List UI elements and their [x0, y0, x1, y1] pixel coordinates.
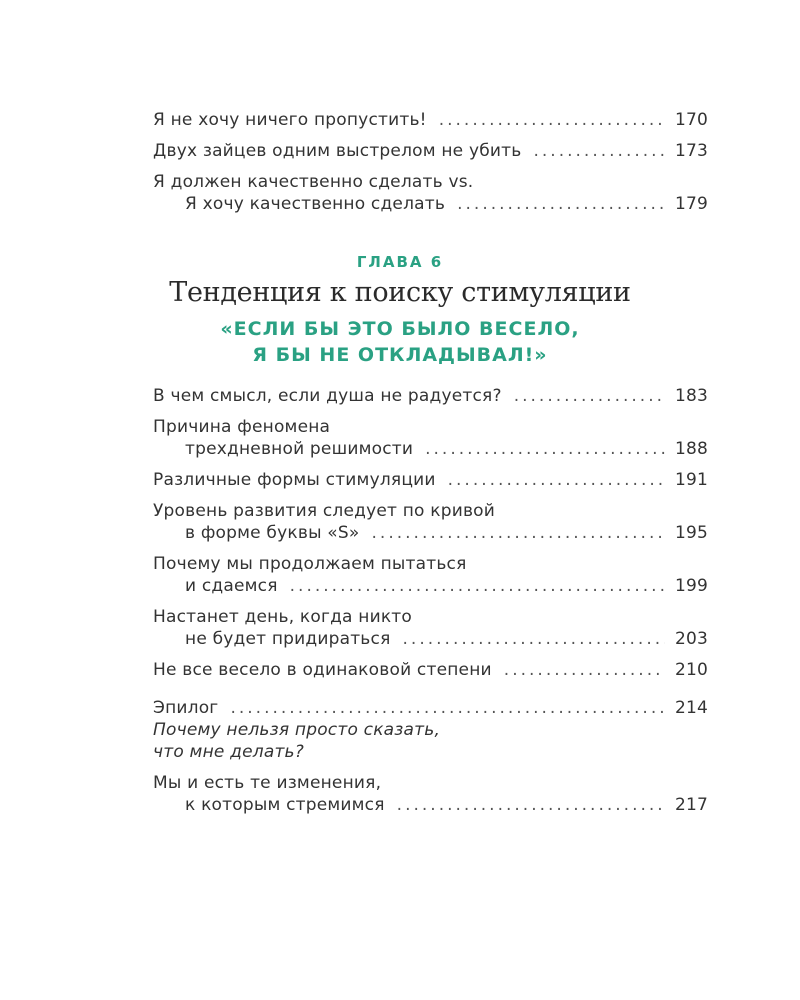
entry-title-line1: Причина феномена — [153, 417, 331, 437]
page-number: 179 — [674, 194, 708, 214]
chapter-heading — [0, 253, 800, 368]
page-number: 170 — [674, 110, 708, 130]
entry-title-line2: в форме буквы «S» — [185, 523, 360, 543]
page-number: 217 — [674, 795, 708, 815]
toc-entry — [153, 416, 708, 460]
page-number: 195 — [674, 523, 708, 543]
toc-epilogue-section — [153, 697, 708, 825]
entry-title-line1: Почему мы продолжаем пытаться — [153, 554, 467, 574]
page-number: 188 — [674, 439, 708, 459]
leader-dots — [290, 575, 665, 597]
entry-title: Двух зайцев одним выстрелом не убить — [153, 141, 522, 161]
entry-title-line1: Я должен качественно сделать vs. — [153, 172, 474, 192]
toc-entry — [153, 171, 708, 215]
entry-title: В чем смысл, если душа не радуется? — [153, 386, 502, 406]
entry-title: Не все весело в одинаковой степени — [153, 660, 492, 680]
toc-entry — [153, 469, 708, 491]
leader-dots — [448, 469, 665, 491]
chapter-label: ГЛАВА 6 — [356, 253, 444, 271]
toc-entry — [153, 385, 708, 407]
entry-title-line2: и сдаемся — [185, 576, 278, 596]
epilogue-subtitle-line1: Почему нельзя просто сказать, — [153, 720, 441, 740]
toc-entry — [153, 500, 708, 544]
page-number: 203 — [674, 629, 708, 649]
chapter-subtitle-line1: «ЕСЛИ БЫ ЭТО БЫЛО ВЕСЕЛО, — [220, 318, 580, 340]
leader-dots — [230, 697, 665, 719]
leader-dots — [504, 659, 665, 681]
toc-entry-epilogue — [153, 697, 708, 763]
leader-dots — [425, 438, 665, 460]
toc-entry — [153, 140, 708, 162]
page-number: 214 — [674, 698, 708, 718]
entry-title-line1: Уровень развития следует по кривой — [153, 501, 496, 521]
entry-title-line1: Мы и есть те изменения, — [153, 773, 382, 793]
toc-entry — [153, 772, 708, 816]
leader-dots — [372, 522, 665, 544]
entry-title-line2: Я хочу качественно сделать — [185, 194, 446, 214]
toc-entry — [153, 553, 708, 597]
page-number: 191 — [674, 470, 708, 490]
page-number: 173 — [674, 141, 708, 161]
leader-dots — [439, 109, 665, 131]
entry-title: Различные формы стимуляции — [153, 470, 436, 490]
chapter-subtitle-line2: Я БЫ НЕ ОТКЛАДЫВАЛ!» — [252, 344, 548, 366]
chapter-title: Тенденция к поиску стимуляции — [169, 277, 631, 308]
toc-entry — [153, 659, 708, 681]
toc-entry — [153, 606, 708, 650]
epilogue-subtitle-line2: что мне делать? — [153, 742, 304, 762]
toc-chapter-section — [153, 385, 708, 690]
page-number: 183 — [674, 386, 708, 406]
leader-dots — [514, 385, 665, 407]
entry-title-line1: Настанет день, когда никто — [153, 607, 413, 627]
entry-title: Я не хочу ничего пропустить! — [153, 110, 427, 130]
leader-dots — [403, 628, 665, 650]
chapter-subtitle — [0, 316, 800, 368]
page-number: 199 — [674, 576, 708, 596]
leader-dots — [457, 193, 665, 215]
leader-dots — [397, 794, 665, 816]
toc-top-section — [153, 109, 708, 224]
page-number: 210 — [674, 660, 708, 680]
entry-title-line2: не будет придираться — [185, 629, 391, 649]
toc-entry — [153, 109, 708, 131]
leader-dots — [533, 140, 664, 162]
entry-title-line2: к которым стремимся — [185, 795, 385, 815]
epilogue-title: Эпилог — [153, 698, 219, 718]
entry-title-line2: трехдневной решимости — [185, 439, 414, 459]
